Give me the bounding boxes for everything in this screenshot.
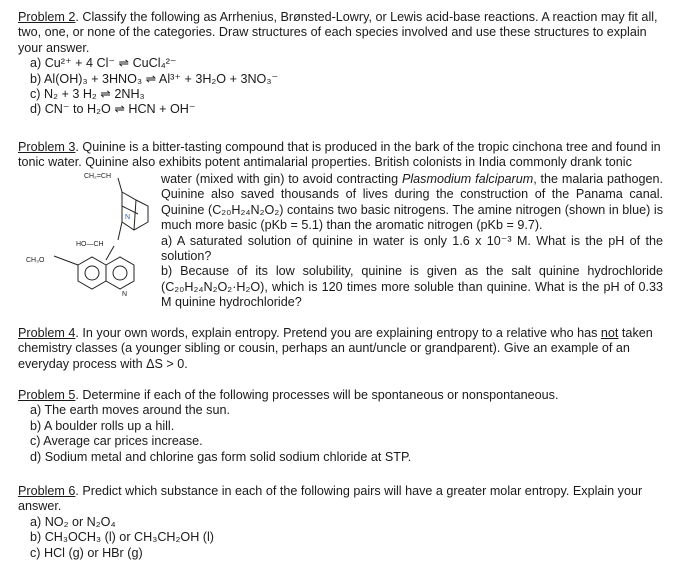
problem-5-title: Problem 5 [18, 388, 76, 402]
problem-2-text: . Classify the following as Arrhenius, Brønsted-Lowry, or Lewis acid-base reactions. A reaction may fit all, two, one, or none of the categories. Draw structures of each species involved and use these structures to explain your answer. [18, 10, 658, 55]
problem-3-body-2: , the malaria pathogen. Quinine also saved thousands of lives during the construction of the Panama canal. Quinine (C₂₀H₂₄N₂O₂) contains two basic nitrogens. The amine nitrogen (shown in blue) is much more basic (pK [161, 172, 664, 233]
problem-5-item-b: b) A boulder rolls up a hill. [30, 418, 175, 433]
problem-3-body-1: water (mixed with gin) to avoid contracting [161, 172, 402, 186]
methoxy-label: CH₃O [26, 257, 45, 264]
problem-2-item-c: c) N₂ + 3 H₂ ⇌ 2NH₃ [30, 87, 145, 102]
problem-3-pk2: b = 9.7). [495, 218, 543, 233]
aromatic-n-label: N [122, 291, 128, 298]
problem-3-header [18, 140, 668, 171]
problem-6-item-a: a) NO₂ or N₂O₄ [30, 514, 116, 529]
problem-4-text-1: . In your own words, explain entropy. Pretend you are explaining entropy to a relative who has [75, 326, 601, 340]
problem-6-text: . Predict which substance in each of the following pairs will have a greater molar entropy. Explain your answer. [18, 484, 643, 514]
problem-6-intro [18, 484, 668, 515]
problem-5 [18, 388, 668, 465]
problem-5-intro [18, 388, 668, 403]
problem-5-item-d: d) Sodium metal and chlorine gas form solid sodium chloride at STP. [30, 449, 412, 464]
problem-5-item-c: c) Average car prices increase. [30, 434, 203, 449]
problem-6-item-b: b) CH₃OCH₃ (l) or CH₃CH₂OH (l) [30, 530, 214, 545]
problem-4-title: Problem 4 [18, 326, 76, 340]
problem-6 [18, 484, 668, 561]
problem-2-intro [18, 10, 668, 56]
problem-4-text-2: taken chemistry classes (a younger sibling or cousin, perhaps an aunt/uncle or grandparent). Give an example of an everyday process with ΔS > 0. [18, 326, 653, 371]
quinine-structure [18, 170, 160, 320]
problem-4 [18, 326, 668, 372]
problem-3-pathogen: Plasmodium falciparum [401, 172, 534, 186]
problem-2 [18, 10, 668, 118]
problem-2-item-a: a) Cu²⁺ + 4 Cl⁻ ⇌ CuCl₄²⁻ [30, 56, 177, 71]
problem-2-item-d: d) CN⁻ to H₂O ⇌ HCN + OH⁻ [30, 102, 196, 117]
problem-3-description [161, 172, 663, 234]
problem-3-part-a: a) A saturated solution of quinine in water is only 1.6 x 10⁻³ M. What is the pH of the solution? [161, 233, 663, 264]
problem-3-intro: . Quinine is a bitter-tasting compound that is produced in the bark of the tropic cinchona tree and found in tonic water. Quinine also exhibits potent antimalarial properties. British colonists in India commonly drank tonic [18, 140, 661, 170]
problem-3-pk1: b = 5.1) than the aromatic nitrogen (pK [279, 218, 496, 233]
problem-4-not: not [600, 326, 619, 340]
problem-3-body [161, 172, 663, 311]
problem-3-title: Problem 3 [18, 140, 76, 154]
problem-6-title: Problem 6 [18, 484, 76, 498]
problem-2-item-b: b) Al(OH)₃ + 3HNO₃ ⇌ Al³⁺ + 3H₂O + 3NO₃⁻ [30, 71, 279, 86]
problem-2-title: Problem 2 [18, 10, 76, 24]
problem-6-item-c: c) HCl (g) or HBr (g) [30, 545, 143, 560]
hydroxy-label: HO—CH [76, 241, 104, 248]
problem-5-item-a: a) The earth moves around the sun. [30, 403, 230, 418]
vinyl-label: CH₂=CH [84, 173, 112, 180]
problem-3-part-b: b) Because of its low solubility, quinine is given as the salt quinine hydrochloride (C₂₀H₂₄N₂O₂·H₂O), which is 120 times more soluble than quinine. What is the pH of 0.33 M quinine hydrochloride? [161, 264, 663, 310]
amine-n-label: N [125, 214, 131, 221]
problem-5-text: . Determine if each of the following processes will be spontaneous or nonspontaneous. [75, 388, 559, 402]
